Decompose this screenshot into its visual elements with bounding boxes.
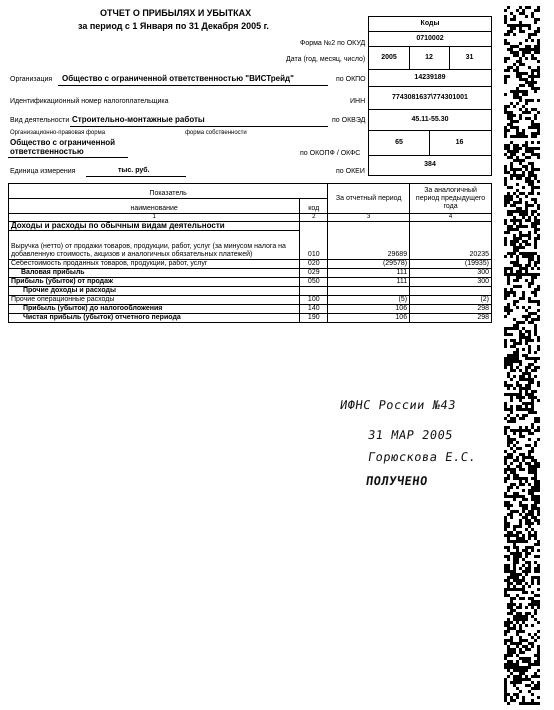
table-cell-current: (5) — [328, 296, 410, 305]
okopf-okfs-codes — [369, 131, 491, 156]
okpo-code: 14239189 — [369, 70, 491, 87]
table-cell-code: 100 — [300, 296, 328, 305]
table-row — [9, 260, 492, 269]
header-indicator: Показатель — [9, 184, 328, 199]
table-cell-previous: 300 — [410, 278, 492, 287]
table-cell-name: Чистая прибыль (убыток) отчетного периода — [9, 314, 300, 323]
section-other: Прочие доходы и расходы — [9, 287, 300, 296]
table-cell-code: 020 — [300, 260, 328, 269]
table-cell-name: Выручка (нетто) от продажи товаров, продукции, работ, услуг (за минусом налога на добавленную стоимость, акцизов и аналогичных обязательных платежей) — [9, 231, 300, 260]
section-row — [9, 287, 492, 296]
legalform-line1: Общество с ограниченной — [10, 138, 116, 147]
unit-value: тыс. руб. — [118, 167, 150, 174]
table-cell-current: (29578) — [328, 260, 410, 269]
header-name: наименование — [9, 199, 300, 214]
table-cell-code: 190 — [300, 314, 328, 323]
stamp-line-name: Горюскова Е.С. — [367, 450, 478, 464]
table-cell-code: 140 — [300, 305, 328, 314]
col-num-4: 4 — [410, 214, 492, 222]
label-ownership: форма собственности — [185, 130, 247, 136]
section-ordinary: Доходы и расходы по обычным видам деятельности — [9, 222, 300, 231]
table-cell-previous: (19935) — [410, 260, 492, 269]
table-cell-previous: (2) — [410, 296, 492, 305]
header-code: код — [300, 199, 328, 214]
table-cell-code: 029 — [300, 269, 328, 278]
stamp-line-authority: ИФНС России №43 — [339, 398, 457, 412]
table-cell-current: 29689 — [328, 222, 410, 260]
label-inn: ИНН — [350, 98, 366, 105]
label-org: Организация — [10, 76, 53, 83]
table-cell-previous: 20235 — [410, 222, 492, 260]
table-cell-previous: 298 — [410, 314, 492, 323]
legalform-line2: ответственностью — [10, 147, 84, 156]
table-cell-code: 010 — [300, 222, 328, 260]
header-previous: За аналогичный период предыдущего года — [410, 184, 492, 214]
table-cell-previous: 298 — [410, 305, 492, 314]
label-okud: Форма №2 по ОКУД — [300, 40, 366, 47]
stamp-line-received: ПОЛУЧЕНО — [365, 474, 429, 488]
col-num-1: 1 — [9, 214, 300, 222]
header-current: За отчетный период — [328, 184, 410, 214]
okei-code: 384 — [424, 161, 436, 168]
okopf-code: 65 — [369, 131, 430, 155]
label-okei: по ОКЕИ — [336, 168, 365, 175]
table-row — [9, 305, 492, 314]
inn-code: 7743081637\774301001 — [369, 87, 491, 110]
okfs-code: 16 — [455, 139, 464, 146]
table-cell-current: 106 — [328, 305, 410, 314]
okud-code: 0710002 — [369, 32, 491, 47]
okved-code: 45.11-55.30 — [369, 110, 491, 131]
date-day: 31 — [465, 54, 474, 61]
table-cell-code: 050 — [300, 278, 328, 287]
label-unit: Единица измерения — [10, 168, 76, 175]
date-codes — [369, 47, 491, 70]
label-okved: по ОКВЭД — [332, 117, 366, 124]
col-num-3: 3 — [328, 214, 410, 222]
codes-heading: Коды — [369, 17, 491, 32]
report-title: ОТЧЕТ О ПРИБЫЛЯХ И УБЫТКАХ — [100, 8, 252, 18]
unit-underline — [86, 175, 186, 177]
table-header-row1 — [9, 184, 492, 199]
label-activity: Вид деятельности — [10, 117, 70, 124]
org-activity: Строительно-монтажные работы — [72, 115, 205, 124]
table-row — [9, 278, 492, 287]
table-cell-current: 106 — [328, 314, 410, 323]
table-cell-name: Прочие операционные расходы — [9, 296, 300, 305]
table-cell-current: 111 — [328, 269, 410, 278]
barcode-strip — [500, 0, 540, 710]
label-okopf: по ОКОПФ / ОКФС — [300, 150, 361, 157]
table-cell-name: Валовая прибыль — [9, 269, 300, 278]
table-cell-name: Прибыль (убыток) до налогообложения — [9, 305, 300, 314]
label-date: Дата (год, месяц, число) — [286, 56, 366, 63]
income-table — [8, 183, 492, 323]
table-cell-current: 111 — [328, 278, 410, 287]
org-name: Общество с ограниченной ответственностью "ВИСТрейд" — [62, 74, 294, 83]
date-month: 12 — [409, 47, 450, 69]
label-legalform: Организационно-правовая форма — [10, 130, 106, 136]
table-row — [9, 296, 492, 305]
table-cell-name: Себестоимость проданных товаров, продукции, работ, услуг — [9, 260, 300, 269]
stamp-line-date: 31 МАР 2005 — [367, 428, 454, 442]
label-okpo: по ОКПО — [336, 76, 366, 83]
activity-underline — [70, 125, 328, 127]
date-year: 2005 — [369, 47, 410, 69]
table-cell-name: Прибыль (убыток) от продаж — [9, 278, 300, 287]
table-row — [9, 269, 492, 278]
col-num-2: 2 — [300, 214, 328, 222]
org-underline — [58, 84, 328, 86]
legalform-underline — [8, 156, 128, 158]
label-taxid: Идентификационный номер налогоплательщика — [10, 98, 169, 105]
table-row — [9, 314, 492, 323]
report-period: за период с 1 Января по 31 Декабря 2005 г. — [78, 21, 269, 31]
codes-box — [368, 16, 492, 176]
section-row — [9, 222, 492, 231]
table-cell-previous: 300 — [410, 269, 492, 278]
